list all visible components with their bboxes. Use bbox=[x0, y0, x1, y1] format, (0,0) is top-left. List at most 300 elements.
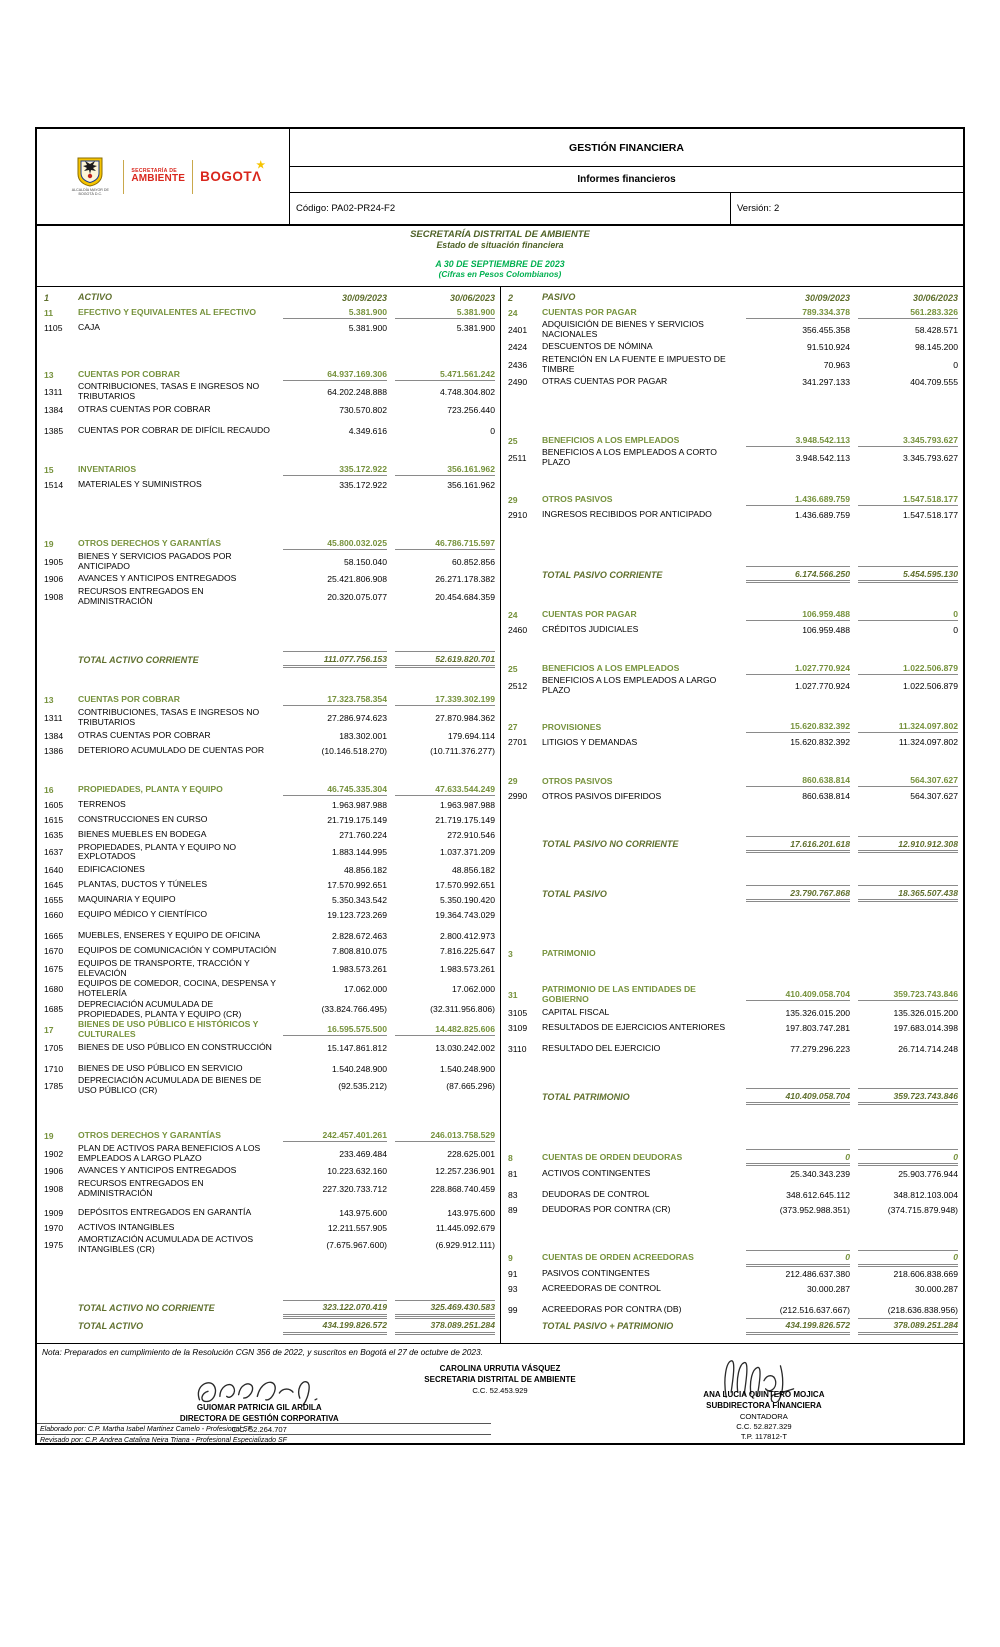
account-code: 29 bbox=[508, 494, 518, 505]
table-row bbox=[506, 522, 958, 566]
value-current-period: 23.790.767.868 bbox=[746, 885, 850, 902]
value-current-period: 64.202.248.888 bbox=[327, 387, 387, 398]
table-row bbox=[506, 1318, 958, 1335]
account-label: ACTIVO bbox=[78, 292, 113, 303]
table-row bbox=[42, 842, 495, 862]
account-code: 2512 bbox=[508, 681, 528, 692]
value-previous-period: 19.364.743.029 bbox=[435, 910, 495, 921]
value-current-period: 45.800.032.025 bbox=[283, 538, 387, 550]
table-row bbox=[506, 374, 958, 389]
table-row bbox=[506, 622, 958, 637]
value-current-period: 77.279.296.223 bbox=[790, 1043, 850, 1054]
account-code: 16 bbox=[44, 784, 54, 795]
value-current-period: 17.062.000 bbox=[343, 984, 387, 995]
account-label: OTRAS CUENTAS POR COBRAR bbox=[78, 403, 211, 414]
value-current-period: 341.297.133 bbox=[802, 376, 850, 387]
table-row bbox=[506, 720, 958, 735]
value-previous-period: (32.311.956.806) bbox=[430, 1004, 495, 1015]
value-current-period: 2.828.672.463 bbox=[332, 931, 387, 942]
account-label: ADQUISICIÓN DE BIENES Y SERVICIOS NACIONALES bbox=[542, 318, 704, 339]
table-row bbox=[42, 1061, 495, 1076]
crest-caption: ALCALDÍA MAYOR DE BOGOTÁ D.C. bbox=[71, 187, 109, 196]
value-previous-period: 135.326.015.200 bbox=[893, 1007, 958, 1018]
value-previous-period: (87.665.296) bbox=[446, 1081, 495, 1092]
value-previous-period: 359.723.743.846 bbox=[858, 1088, 958, 1105]
signer-title: SUBDIRECTORA FINANCIERA bbox=[706, 1400, 822, 1410]
account-code: 1905 bbox=[44, 556, 64, 567]
account-label: PATRIMONIO DE LAS ENTIDADES DE GOBIERNO bbox=[542, 984, 696, 1005]
value-current-period: 212.486.637.380 bbox=[785, 1269, 850, 1280]
account-label: TERRENOS bbox=[78, 798, 126, 809]
value-current-period: 30/09/2023 bbox=[804, 292, 850, 303]
table-row bbox=[42, 1205, 495, 1220]
value-current-period: 789.334.378 bbox=[746, 307, 850, 319]
account-label: OTROS DERECHOS Y GARANTÍAS bbox=[78, 1129, 221, 1140]
account-label: BIENES DE USO PÚBLICO E HISTÓRICOS Y CULTURALES bbox=[78, 1018, 259, 1039]
account-label: RECURSOS ENTREGADOS EN ADMINISTRACIÓN bbox=[78, 586, 204, 606]
account-code: 2460 bbox=[508, 624, 528, 635]
value-current-period: 1.027.770.924 bbox=[795, 681, 850, 692]
account-label: AVANCES Y ANTICIPOS ENTREGADOS bbox=[78, 1165, 237, 1176]
account-label: CUENTAS DE ORDEN DEUDORAS bbox=[542, 1151, 683, 1162]
value-current-period: (373.952.988.351) bbox=[779, 1205, 850, 1216]
account-code: 19 bbox=[44, 1130, 54, 1141]
table-row bbox=[42, 1040, 495, 1055]
table-row bbox=[506, 885, 958, 902]
signer-name: ANA LUCIA QUINTERO MOJICA bbox=[703, 1390, 825, 1399]
value-previous-period: 378.089.251.284 bbox=[858, 1318, 958, 1335]
signer-role: CONTADORA bbox=[739, 1411, 788, 1421]
value-current-period: 16.595.575.500 bbox=[283, 1024, 387, 1036]
table-row bbox=[506, 804, 958, 836]
account-code: 13 bbox=[44, 369, 54, 380]
table-row bbox=[506, 1020, 958, 1035]
table-row bbox=[42, 1164, 495, 1179]
value-previous-period: 7.816.225.647 bbox=[440, 946, 495, 957]
value-current-period: 0 bbox=[746, 1149, 850, 1166]
preparation-credits bbox=[37, 1423, 491, 1445]
account-code: 24 bbox=[508, 307, 518, 318]
table-row bbox=[42, 908, 495, 923]
account-label: TOTAL PATRIMONIO bbox=[542, 1091, 630, 1102]
account-code: 1615 bbox=[44, 814, 64, 825]
table-row bbox=[506, 355, 958, 375]
account-code: 25 bbox=[508, 663, 518, 674]
account-code: 29 bbox=[508, 776, 518, 787]
value-current-period: 135.326.015.200 bbox=[785, 1007, 850, 1018]
value-previous-period: 11.324.097.802 bbox=[898, 737, 958, 748]
account-label: BIENES DE USO PÚBLICO EN SERVICIO bbox=[78, 1062, 243, 1073]
value-previous-period: 98.145.200 bbox=[914, 342, 958, 353]
account-label: DESCUENTOS DE NÓMINA bbox=[542, 341, 653, 352]
account-label: CUENTAS POR PAGAR bbox=[542, 306, 637, 317]
value-current-period: 1.436.689.759 bbox=[746, 494, 850, 506]
value-current-period: 6.174.566.250 bbox=[746, 566, 850, 583]
value-current-period: 7.808.810.075 bbox=[332, 946, 387, 957]
account-code: 89 bbox=[508, 1205, 518, 1216]
statement-name: Estado de situación financiera bbox=[436, 240, 564, 250]
account-label: EFECTIVO Y EQUIVALENTES AL EFECTIVO bbox=[78, 306, 257, 317]
account-code: 1909 bbox=[44, 1207, 64, 1218]
value-current-period: (212.516.637.667) bbox=[779, 1305, 850, 1316]
account-label: ACTIVOS INTANGIBLES bbox=[78, 1221, 175, 1232]
table-row bbox=[42, 1020, 495, 1040]
signer-name: CAROLINA URRUTIA VÁSQUEZ bbox=[439, 1364, 561, 1373]
account-label: TOTAL PASIVO + PATRIMONIO bbox=[542, 1321, 674, 1332]
account-label: OTROS DERECHOS Y GARANTÍAS bbox=[78, 537, 221, 548]
signer-id: C.C. 52.827.329 bbox=[736, 1421, 792, 1431]
value-previous-period: 21.719.175.149 bbox=[435, 814, 495, 825]
account-label: BIENES DE USO PÚBLICO EN CONSTRUCCIÓN bbox=[78, 1041, 272, 1052]
table-row bbox=[42, 959, 495, 979]
value-previous-period: 5.350.190.420 bbox=[440, 895, 495, 906]
account-code: 25 bbox=[508, 435, 518, 446]
account-label: AMORTIZACIÓN ACUMULADA DE ACTIVOS INTANGIBLES (CR) bbox=[78, 1234, 254, 1255]
table-row bbox=[42, 587, 495, 607]
account-code: 17 bbox=[44, 1024, 54, 1035]
table-row bbox=[42, 1143, 495, 1163]
table-row bbox=[506, 566, 958, 583]
value-previous-period: 325.469.430.583 bbox=[395, 1300, 495, 1317]
account-code: 1710 bbox=[44, 1063, 64, 1074]
account-label: PROVISIONES bbox=[542, 721, 602, 732]
account-label: DEPÓSITOS ENTREGADOS EN GARANTÍA bbox=[78, 1206, 252, 1217]
table-row bbox=[506, 1056, 958, 1088]
revisado-por: Revisado por: C.P. Andrea Catalina Neira Triana - Profesional Especializado SF bbox=[37, 1434, 491, 1445]
table-row bbox=[42, 367, 495, 382]
account-label: PROPIEDADES, PLANTA Y EQUIPO bbox=[78, 783, 223, 794]
account-code: 2490 bbox=[508, 376, 528, 387]
value-previous-period: 5.381.900 bbox=[456, 322, 495, 333]
value-current-period: 46.745.335.304 bbox=[283, 784, 387, 796]
table-row bbox=[42, 320, 495, 335]
account-code: 1385 bbox=[44, 425, 64, 436]
table-row bbox=[506, 836, 958, 853]
account-code: 2701 bbox=[508, 737, 528, 748]
value-current-period: 1.983.573.261 bbox=[332, 963, 387, 974]
account-label: PROPIEDADES, PLANTA Y EQUIPO NO EXPLOTADOS bbox=[78, 841, 237, 862]
value-current-period: 30.000.287 bbox=[806, 1284, 850, 1295]
account-label: CUENTAS POR COBRAR DE DIFÍCIL RECAUDO bbox=[78, 424, 270, 435]
value-previous-period: 13.030.242.002 bbox=[435, 1042, 495, 1053]
value-previous-period: 18.365.507.438 bbox=[858, 885, 958, 902]
account-label: MATERIALES Y SUMINISTROS bbox=[78, 478, 202, 489]
value-previous-period: 1.983.573.261 bbox=[440, 963, 495, 974]
value-current-period: 1.883.144.995 bbox=[332, 847, 387, 858]
signer-license: T.P. 117812-T bbox=[740, 1432, 787, 1442]
table-row bbox=[506, 1005, 958, 1020]
value-current-period: 271.760.224 bbox=[339, 829, 387, 840]
value-previous-period: 404.709.555 bbox=[910, 376, 958, 387]
value-previous-period: 1.022.506.879 bbox=[858, 663, 958, 675]
document-header bbox=[37, 129, 963, 226]
table-row bbox=[42, 1128, 495, 1143]
account-label: CRÉDITOS JUDICIALES bbox=[542, 623, 639, 634]
logo-divider bbox=[192, 160, 193, 194]
account-code: 1675 bbox=[44, 963, 64, 974]
account-code: 1705 bbox=[44, 1042, 64, 1053]
value-current-period: 1.963.987.988 bbox=[332, 799, 387, 810]
account-label: DEPRECIACIÓN ACUMULADA DE PROPIEDADES, PLANTA Y EQUIPO (CR) bbox=[78, 998, 242, 1019]
table-row bbox=[506, 290, 958, 305]
account-code: 2 bbox=[508, 292, 514, 303]
account-code: 3110 bbox=[508, 1043, 527, 1054]
value-current-period: 15.147.861.812 bbox=[327, 1042, 387, 1053]
table-row bbox=[506, 1218, 958, 1250]
account-label: DEUDORAS POR CONTRA (CR) bbox=[542, 1204, 671, 1215]
table-row bbox=[506, 676, 958, 696]
account-label: CONTRIBUCIONES, TASAS E INGRESOS NO TRIBUTARIOS bbox=[78, 381, 260, 402]
value-previous-period: 228.625.001 bbox=[447, 1148, 495, 1159]
value-previous-period: 1.037.371.209 bbox=[440, 847, 495, 858]
table-row bbox=[506, 637, 958, 661]
table-row bbox=[506, 696, 958, 720]
value-current-period: 233.469.484 bbox=[339, 1148, 387, 1159]
table-row bbox=[42, 893, 495, 908]
account-code: 13 bbox=[44, 695, 54, 706]
account-label: BIENES Y SERVICIOS PAGADOS POR ANTICIPADO bbox=[78, 550, 232, 571]
value-previous-period: 12.257.236.901 bbox=[435, 1166, 495, 1177]
value-current-period: 410.409.058.704 bbox=[746, 1088, 850, 1105]
value-previous-period: 356.161.962 bbox=[395, 464, 495, 476]
table-row bbox=[42, 929, 495, 944]
value-previous-period: 356.161.962 bbox=[447, 479, 495, 490]
table-row bbox=[42, 536, 495, 551]
value-current-period: 0 bbox=[746, 1250, 850, 1267]
financial-statement-document bbox=[35, 127, 965, 1445]
value-current-period: 730.570.802 bbox=[339, 404, 387, 415]
table-row bbox=[42, 797, 495, 812]
table-row bbox=[506, 1203, 958, 1218]
account-label: DEUDORAS DE CONTROL bbox=[542, 1189, 650, 1200]
value-previous-period: 11.445.092.679 bbox=[435, 1222, 495, 1233]
table-row bbox=[506, 750, 958, 774]
value-current-period: 64.937.169.306 bbox=[283, 369, 387, 381]
account-label: RESULTADO DEL EJERCICIO bbox=[542, 1042, 661, 1053]
table-row bbox=[42, 1076, 495, 1096]
value-previous-period: 1.022.506.879 bbox=[903, 681, 958, 692]
account-label: CAJA bbox=[78, 321, 100, 332]
value-previous-period: (218.636.838.956) bbox=[887, 1305, 958, 1316]
account-code: 1906 bbox=[44, 1166, 64, 1177]
account-label: OTROS PASIVOS bbox=[542, 493, 613, 504]
value-previous-period: 1.963.987.988 bbox=[440, 799, 495, 810]
table-row bbox=[506, 448, 958, 468]
table-row bbox=[42, 1220, 495, 1235]
table-row bbox=[42, 758, 495, 782]
account-code: 1105 bbox=[44, 322, 63, 333]
value-previous-period: 179.694.114 bbox=[447, 730, 495, 741]
account-label: INVENTARIOS bbox=[78, 463, 137, 474]
value-current-period: 1.027.770.924 bbox=[746, 663, 850, 675]
table-row bbox=[506, 902, 958, 946]
table-row bbox=[42, 693, 495, 708]
account-code: 81 bbox=[508, 1169, 518, 1180]
table-row bbox=[42, 1235, 495, 1255]
table-row bbox=[42, 863, 495, 878]
signer-title: SECRETARIA DISTRITAL DE AMBIENTE bbox=[424, 1374, 576, 1384]
value-current-period: 15.620.832.392 bbox=[790, 737, 850, 748]
table-row bbox=[42, 827, 495, 842]
account-label: DETERIORO ACUMULADO DE CUENTAS POR bbox=[78, 744, 265, 755]
account-label: BENEFICIOS A LOS EMPLEADOS A CORTO PLAZO bbox=[542, 447, 717, 468]
value-previous-period: 3.345.793.627 bbox=[858, 435, 958, 447]
table-row bbox=[506, 583, 958, 607]
value-current-period: 70.963 bbox=[823, 359, 850, 370]
value-previous-period: 48.856.182 bbox=[451, 865, 495, 876]
value-previous-period: 26.714.714.248 bbox=[898, 1043, 958, 1054]
table-row bbox=[42, 423, 495, 438]
value-current-period: 58.150.040 bbox=[343, 556, 387, 567]
signature-block-contadora bbox=[620, 1356, 907, 1442]
logo-lambda-glyph: Λ bbox=[252, 169, 262, 184]
value-previous-period: 4.748.304.802 bbox=[440, 387, 495, 398]
account-label: PLANTAS, DUCTOS Y TÚNELES bbox=[78, 879, 208, 890]
account-code: 1680 bbox=[44, 984, 64, 995]
value-current-period: 197.803.747.281 bbox=[785, 1022, 850, 1033]
table-row bbox=[42, 1179, 495, 1199]
account-code: 24 bbox=[508, 609, 518, 620]
value-previous-period: 228.868.740.459 bbox=[430, 1183, 495, 1194]
table-row bbox=[42, 382, 495, 402]
account-label: RETENCIÓN EN LA FUENTE E IMPUESTO DE TIMBRE bbox=[542, 353, 726, 374]
account-code: 91 bbox=[508, 1269, 518, 1280]
signature-block-secretaria bbox=[361, 1364, 639, 1396]
secretaria-ambiente-wordmark bbox=[131, 169, 185, 185]
value-previous-period: 143.975.600 bbox=[447, 1207, 495, 1218]
table-row bbox=[506, 492, 958, 507]
table-row bbox=[42, 728, 495, 743]
table-row bbox=[506, 774, 958, 789]
value-current-period: 1.436.689.759 bbox=[795, 509, 850, 520]
account-code: 83 bbox=[508, 1190, 518, 1201]
report-type: Informes financieros bbox=[290, 167, 963, 193]
value-current-period: 27.286.974.623 bbox=[327, 713, 387, 724]
value-current-period: 20.320.075.077 bbox=[327, 591, 387, 602]
account-label: EQUIPO MÉDICO Y CIENTÍFICO bbox=[78, 909, 208, 920]
table-row bbox=[506, 1105, 958, 1149]
account-label: OTROS PASIVOS DIFERIDOS bbox=[542, 790, 662, 801]
account-code: 1785 bbox=[44, 1081, 64, 1092]
account-label: ACTIVOS CONTINGENTES bbox=[542, 1168, 651, 1179]
account-code: 15 bbox=[44, 464, 54, 475]
account-label: PASIVOS CONTINGENTES bbox=[542, 1268, 650, 1279]
value-previous-period: 47.633.544.249 bbox=[395, 784, 495, 796]
value-previous-period: 2.800.412.973 bbox=[440, 931, 495, 942]
account-code: 1637 bbox=[44, 847, 64, 858]
value-current-period: 4.349.616 bbox=[348, 425, 387, 436]
account-code: 1384 bbox=[44, 404, 64, 415]
table-row bbox=[506, 305, 958, 320]
signatures-section bbox=[37, 1362, 963, 1445]
table-row bbox=[506, 1167, 958, 1182]
account-code: 99 bbox=[508, 1305, 518, 1316]
table-row bbox=[506, 389, 958, 433]
account-label: ACREEDORAS DE CONTROL bbox=[542, 1283, 661, 1294]
value-previous-period: 26.271.178.382 bbox=[435, 574, 495, 585]
value-current-period: 91.510.924 bbox=[806, 342, 850, 353]
account-code: 1670 bbox=[44, 946, 64, 957]
process-title: GESTIÓN FINANCIERA bbox=[290, 129, 963, 167]
value-previous-period: 0 bbox=[858, 609, 958, 621]
value-previous-period: 30.000.287 bbox=[914, 1284, 958, 1295]
account-code: 2401 bbox=[508, 324, 528, 335]
account-label: AVANCES Y ANTICIPOS ENTREGADOS bbox=[78, 573, 237, 584]
value-current-period: 242.457.401.261 bbox=[283, 1130, 387, 1142]
table-row bbox=[506, 1041, 958, 1056]
table-row bbox=[506, 433, 958, 448]
account-code: 1906 bbox=[44, 574, 64, 585]
value-current-period: (33.824.766.495) bbox=[321, 1004, 387, 1015]
account-code: 2511 bbox=[508, 453, 527, 464]
crest-shield-icon bbox=[77, 157, 103, 187]
table-row bbox=[42, 999, 495, 1019]
account-code: 1640 bbox=[44, 865, 64, 876]
table-row bbox=[42, 492, 495, 536]
table-row bbox=[42, 402, 495, 417]
account-label: TOTAL ACTIVO NO CORRIENTE bbox=[78, 1303, 215, 1314]
table-row bbox=[506, 789, 958, 804]
value-previous-period: 60.852.856 bbox=[451, 556, 495, 567]
account-code: 1902 bbox=[44, 1148, 64, 1159]
value-previous-period: 1.547.518.177 bbox=[858, 494, 958, 506]
value-previous-period: 3.345.793.627 bbox=[903, 453, 958, 464]
table-row bbox=[506, 735, 958, 750]
value-previous-period: 218.606.838.669 bbox=[893, 1269, 958, 1280]
account-label: EQUIPOS DE COMUNICACIÓN Y COMPUTACIÓN bbox=[78, 945, 277, 956]
table-row bbox=[42, 708, 495, 728]
account-label: PATRIMONIO bbox=[542, 947, 596, 958]
value-previous-period: 348.812.103.004 bbox=[893, 1190, 958, 1201]
table-row bbox=[42, 944, 495, 959]
account-label: CONTRIBUCIONES, TASAS E INGRESOS NO TRIBUTARIOS bbox=[78, 707, 260, 728]
account-label: BENEFICIOS A LOS EMPLEADOS bbox=[542, 434, 680, 445]
value-current-period: 143.975.600 bbox=[339, 1207, 387, 1218]
account-code: 1908 bbox=[44, 1183, 64, 1194]
value-current-period: 5.350.343.542 bbox=[332, 895, 387, 906]
value-previous-period: 1.540.248.900 bbox=[440, 1063, 495, 1074]
value-previous-period: (10.711.376.277) bbox=[430, 745, 495, 756]
bogota-wordmark bbox=[200, 160, 266, 184]
account-label: BENEFICIOS A LOS EMPLEADOS bbox=[542, 662, 680, 673]
table-row bbox=[42, 335, 495, 367]
value-current-period: (7.675.967.600) bbox=[326, 1240, 387, 1251]
currency-note: (Cifras en Pesos Colombianos) bbox=[438, 269, 562, 279]
value-current-period: 15.620.832.392 bbox=[746, 721, 850, 733]
account-code: 1908 bbox=[44, 591, 64, 602]
account-code: 2910 bbox=[508, 509, 528, 520]
account-code: 1655 bbox=[44, 895, 64, 906]
value-previous-period: 723.256.440 bbox=[447, 404, 495, 415]
table-row bbox=[506, 853, 958, 885]
pasivo-column bbox=[500, 287, 963, 1343]
account-code: 1660 bbox=[44, 910, 64, 921]
value-current-period: 10.223.632.160 bbox=[327, 1166, 387, 1177]
table-row bbox=[506, 320, 958, 340]
value-current-period: 183.302.001 bbox=[339, 730, 387, 741]
value-previous-period: 0 bbox=[858, 1149, 958, 1166]
table-row bbox=[42, 438, 495, 462]
account-label: MUEBLES, ENSERES Y EQUIPO DE OFICINA bbox=[78, 930, 261, 941]
entity-name: SECRETARÍA DISTRITAL DE AMBIENTE bbox=[410, 229, 590, 240]
value-previous-period: 20.454.684.359 bbox=[435, 591, 495, 602]
account-label: TOTAL PASIVO NO CORRIENTE bbox=[542, 839, 679, 850]
account-label: CUENTAS POR COBRAR bbox=[78, 368, 181, 379]
signer-title: DIRECTORA DE GESTIÓN CORPORATIVA bbox=[179, 1413, 339, 1423]
statement-title-block bbox=[37, 226, 963, 286]
star-icon: ★ bbox=[256, 160, 266, 171]
account-code: 9 bbox=[508, 1253, 513, 1264]
